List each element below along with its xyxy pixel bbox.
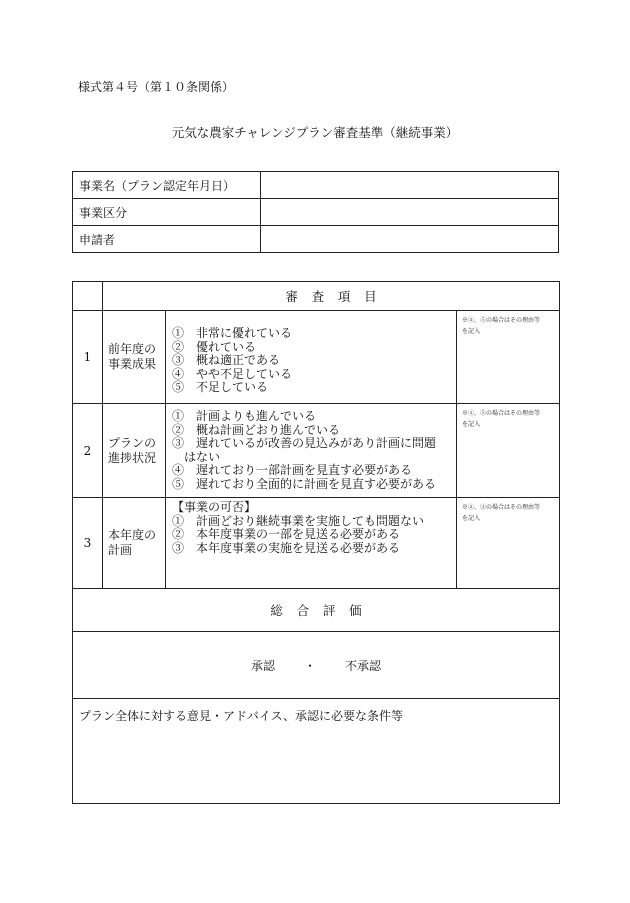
note-line: を記入 <box>462 515 481 522</box>
criteria-row-3 <box>73 498 560 589</box>
approval-separator: ・ <box>303 658 316 673</box>
document-title: 元気な農家チャレンジプラン審査基準（継続事業） <box>171 125 459 140</box>
option-item[interactable]: ④ 遅れており一部計画を見直す必要がある <box>172 463 413 477</box>
criteria-options <box>166 311 457 404</box>
overall-evaluation-header: 総合評価 <box>73 589 560 632</box>
note-line: ※④、⑤の場合はその理由等 <box>462 410 541 417</box>
option-item[interactable]: ③ 概ね適正である <box>172 353 281 367</box>
option-item[interactable]: ① 非常に優れている <box>172 326 293 340</box>
option-item[interactable]: ② 本年度事業の一部を見送る必要がある <box>172 527 401 541</box>
option-item[interactable]: ① 計画どおり継続事業を実施しても問題ない <box>172 513 425 528</box>
option-heading: 【事業の可否】 <box>172 500 257 514</box>
criteria-options <box>166 404 457 498</box>
criteria-note <box>457 311 560 404</box>
info-label-applicant: 申請者 <box>73 226 261 253</box>
option-item[interactable]: ⑤ 不足している <box>172 380 269 394</box>
overall-evaluation-row <box>73 589 560 632</box>
criteria-note <box>457 498 560 589</box>
note-line: ※②、③の場合はその理由等 <box>462 504 541 511</box>
advice-field[interactable] <box>73 699 560 804</box>
criteria-category-line: 本年度の <box>108 528 157 542</box>
advice-label: プラン全体に対する意見・アドバイス、承認に必要な条件等 <box>79 709 404 723</box>
note-line: ※④、⑤の場合はその理由等 <box>462 317 541 324</box>
option-item[interactable]: ② 概ね計画どおり進んでいる <box>172 422 341 437</box>
option-item[interactable]: ① 計画よりも進んでいる <box>172 409 317 423</box>
info-row-project-name <box>73 172 559 199</box>
header-blank-cell <box>73 282 103 311</box>
info-value-project-category[interactable] <box>261 199 559 226</box>
option-item[interactable]: ③ 本年度事業の実施を見送る必要がある <box>172 540 401 555</box>
reject-option[interactable]: 不承認 <box>345 658 382 673</box>
info-row-project-category <box>73 199 559 226</box>
criteria-category <box>103 404 166 498</box>
review-header-row <box>73 282 560 311</box>
info-label-project-name: 事業名（プラン認定年月日） <box>73 172 261 199</box>
review-criteria-table <box>72 281 560 804</box>
note-line: を記入 <box>462 421 481 428</box>
criteria-category-line: 進捗状況 <box>108 450 157 465</box>
advice-row <box>73 699 560 804</box>
criteria-category-line: 前年度の <box>108 342 157 356</box>
criteria-number: 1 <box>73 311 103 404</box>
form-number: 様式第４号（第１０条関係） <box>78 80 235 94</box>
criteria-category-line: 事業成果 <box>108 357 157 371</box>
note-line: を記入 <box>462 328 481 335</box>
option-item[interactable]: ⑤ 遅れており全面的に計画を見直す必要がある <box>172 476 437 491</box>
option-item[interactable]: ④ やや不足している <box>172 366 293 381</box>
criteria-number: 2 <box>73 404 103 498</box>
criteria-options <box>166 498 457 589</box>
info-value-project-name[interactable] <box>261 172 559 199</box>
approve-option[interactable]: 承認 <box>250 658 275 673</box>
info-row-applicant <box>73 226 559 253</box>
criteria-row-2 <box>73 404 560 498</box>
criteria-category <box>103 311 166 404</box>
info-value-applicant[interactable] <box>261 226 559 253</box>
option-item[interactable]: ② 優れている <box>172 339 257 354</box>
info-label-project-category: 事業区分 <box>73 199 261 226</box>
option-item[interactable]: ③ 遅れているが改善の見込みがあり計画に問題 <box>172 436 437 450</box>
criteria-row-1 <box>73 311 560 404</box>
applicant-info-table <box>72 171 559 253</box>
criteria-category <box>103 498 166 589</box>
criteria-category-line: 計画 <box>108 543 133 557</box>
criteria-category-line: プランの <box>108 435 157 450</box>
option-item-continuation: はない <box>184 449 221 464</box>
approval-row <box>73 632 560 699</box>
criteria-note <box>457 404 560 498</box>
approval-choice <box>73 632 560 699</box>
review-header: 審査項目 <box>103 282 560 311</box>
criteria-number: 3 <box>73 498 103 589</box>
